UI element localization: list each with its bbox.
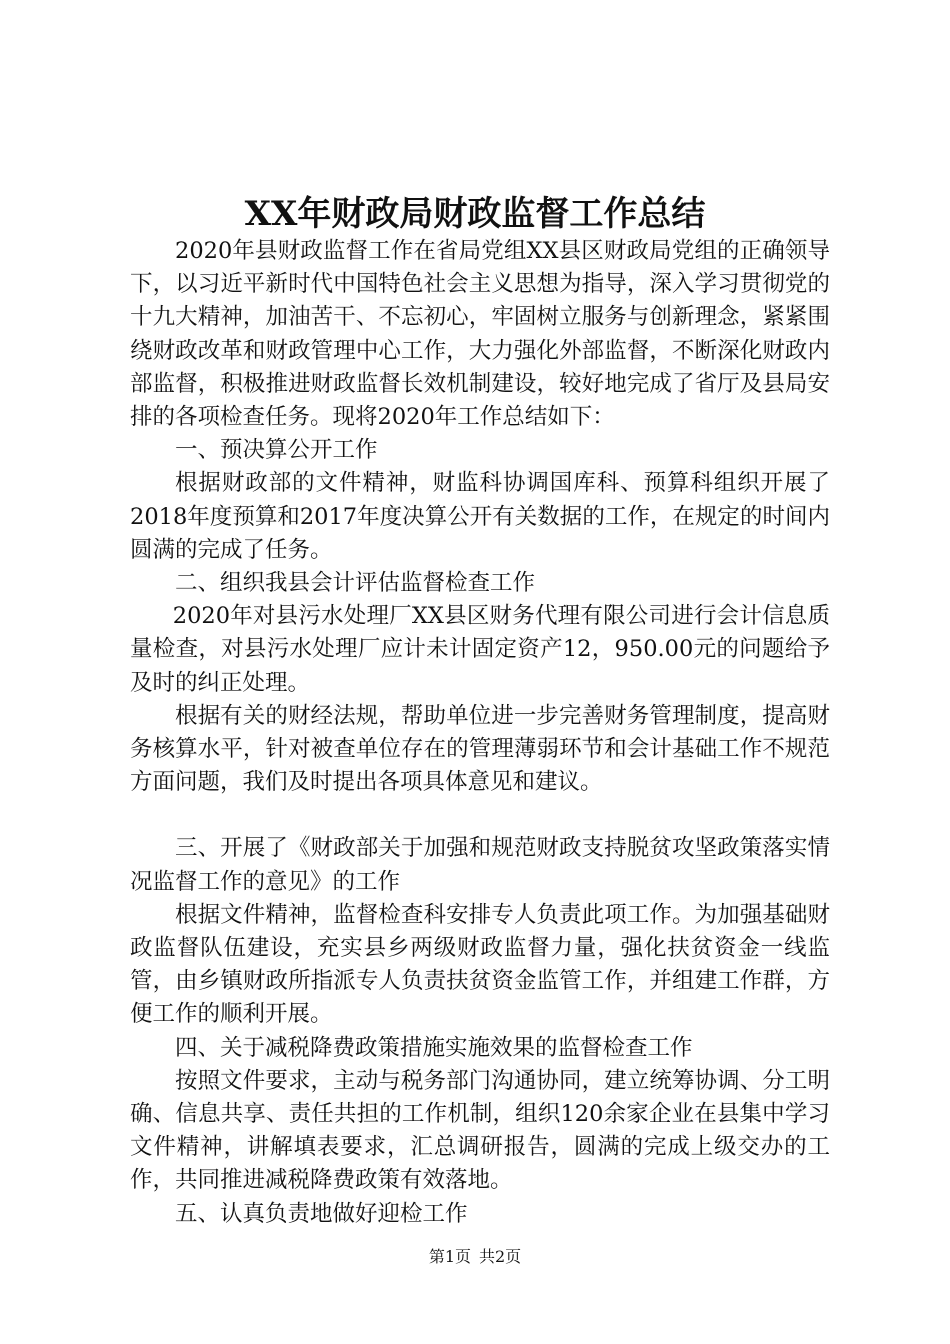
blank-line [130,799,830,832]
section-heading-2: 二、组织我县会计评估监督检查工作 [175,570,536,597]
section-3-paragraph: 根据文件精神，监督检查科安排专人负责此项工作。为加强基础财政监督队伍建设，充实县乡两级财政监督力量，强化扶贫资金一线监管，由乡镇财政所指派专人负责扶贫资金监管工作，并组建工作群，方便工作的顺利开展。 [130,901,830,1028]
section-heading-1: 一、预决算公开工作 [175,437,378,464]
section-2-paragraph-2: 根据有关的财经法规，帮助单位进一步完善财务管理制度，提高财务核算水平，针对被查单位存在的管理薄弱环节和会计基础工作不规范方面问题，我们及时提出各项具体意见和建议。 [130,702,830,796]
section-4-paragraph: 按照文件要求，主动与税务部门沟通协同，建立统筹协调、分工明确、信息共享、责任共担的工作机制，组织120余家企业在县集中学习文件精神，讲解填表要求，汇总调研报告，圆满的完成上级交办的工作，共同推进减税降费政策有效落地。 [130,1067,830,1194]
page-footer [0,1244,950,1267]
section-heading-4: 四、关于减税降费政策措施实施效果的监督检查工作 [175,1034,693,1061]
page-number-total: 共2页 [479,1247,522,1266]
section-2-paragraph-1: 2020年对县污水处理厂XX县区财务代理有限公司进行会计信息质量检查，对县污水处理厂应计未计固定资产12，950.00元的问题给予及时的纠正处理。 [130,603,830,696]
section-heading-5: 五、认真负责地做好迎检工作 [175,1200,468,1227]
document-title: XX年财政局财政监督工作总结 [244,194,706,234]
page-number-current: 第1页 [428,1247,471,1266]
section-1-paragraph: 根据财政部的文件精神，财监科协调国库科、预算科组织开展了2018年度预算和2017年度决算公开有关数据的工作，在规定的时间内圆满的完成了任务。 [130,470,830,563]
section-heading-3: 三、开展了《财政部关于加强和规范财政支持脱贫攻坚政策落实情况监督工作的意见》的工作 [130,835,830,895]
document-body [130,235,830,1231]
intro-paragraph: 2020年县财政监督工作在省局党组XX县区财政局党组的正确领导下，以习近平新时代中国特色社会主义思想为指导，深入学习贯彻党的十九大精神，加油苦干、不忘初心，牢固树立服务与创新理念，紧紧围绕财政改革和财政管理中心工作，大力强化外部监督，不断深化财政内部监督，积极推进财政监督长效机制建设，较好地完成了省厅及县局安排的各项检查任务。现将2020年工作总结如下： [130,238,830,431]
